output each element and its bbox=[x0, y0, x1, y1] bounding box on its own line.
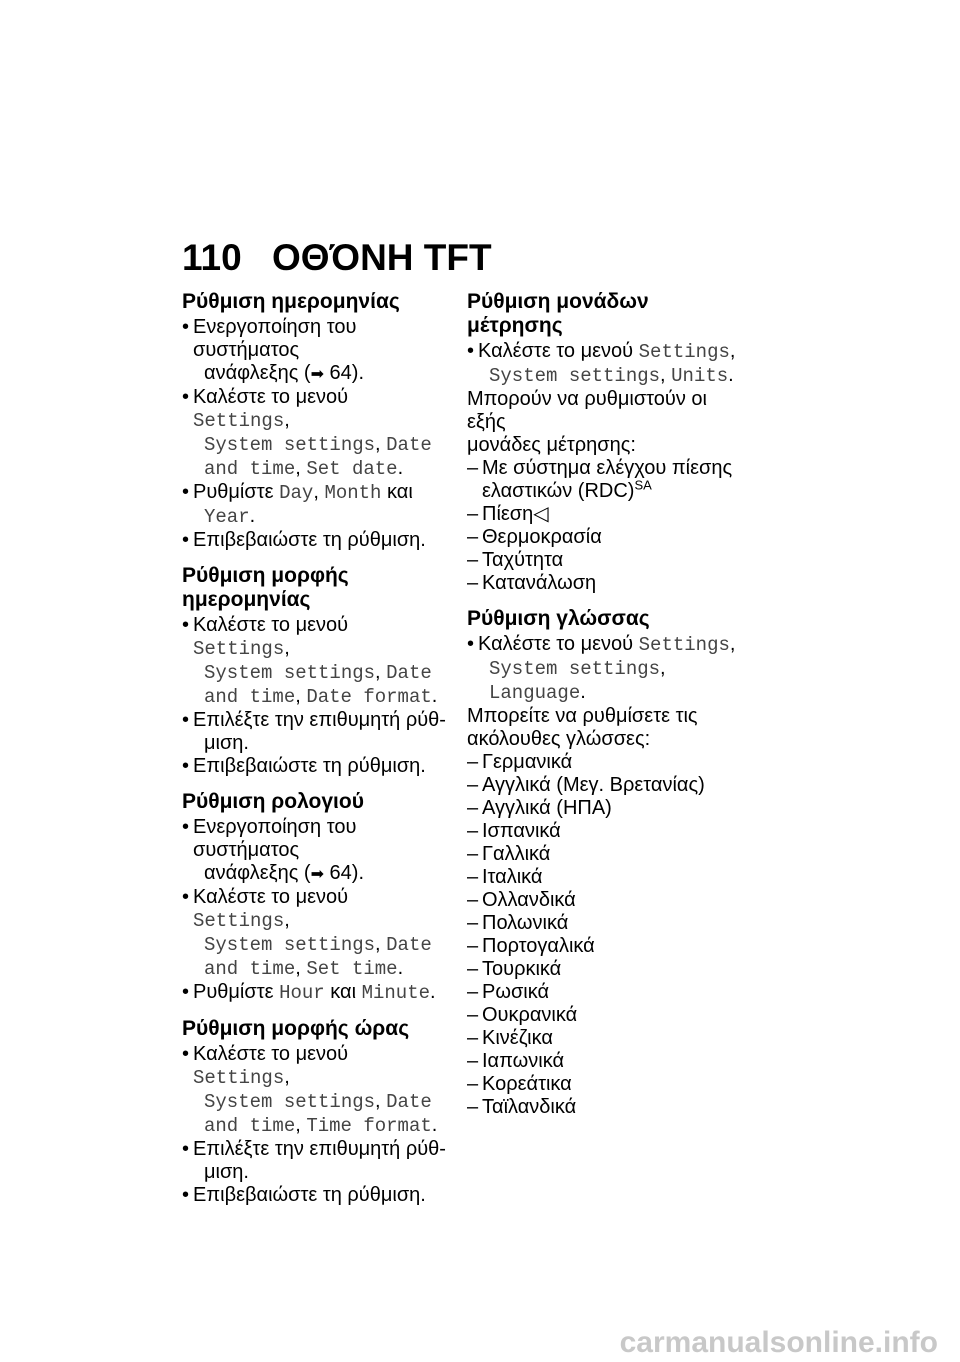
bullet: • bbox=[182, 614, 190, 636]
section-date-format bbox=[182, 564, 450, 778]
list-item: • Ρυθμίστε Hour και Minute. bbox=[182, 981, 436, 1004]
paragraph: Μπορείτε να ρυθμίσετε τις ακόλουθες γλώσσες: bbox=[467, 705, 698, 750]
bullet: • bbox=[467, 340, 475, 362]
list-item: • Επιβεβαιώστε τη ρύθμιση. bbox=[182, 529, 426, 551]
bullet: • bbox=[182, 481, 190, 503]
section-title-date-format: Ρύθμιση μορφής ημερομηνίας bbox=[182, 564, 349, 611]
bullet: • bbox=[182, 529, 190, 551]
language-item: – Πορτογαλικά bbox=[467, 935, 595, 957]
bullet: • bbox=[182, 1184, 190, 1206]
language-item: – Κορεάτικα bbox=[467, 1073, 572, 1095]
page-title: ΟΘΌΝΗ TFT bbox=[272, 237, 492, 278]
list-item: • Ρυθμίστε Day, Month και Year. bbox=[182, 481, 413, 528]
left-column bbox=[182, 290, 450, 1219]
section-language bbox=[467, 607, 747, 1119]
list-item: • Καλέστε το μενού Settings, System settings, Units. bbox=[467, 340, 736, 387]
section-title-time-format: Ρύθμιση μορφής ώρας bbox=[182, 1017, 410, 1040]
language-item: – Γαλλικά bbox=[467, 843, 551, 865]
bullet: • bbox=[182, 709, 190, 731]
section-time-format bbox=[182, 1017, 450, 1207]
section-clock bbox=[182, 790, 450, 1005]
list-item: • Επιβεβαιώστε τη ρύθμιση. bbox=[182, 755, 426, 777]
bullet: • bbox=[182, 316, 190, 338]
bullet: • bbox=[182, 1043, 190, 1065]
language-item: – Ρωσικά bbox=[467, 981, 550, 1003]
list-item: • Επιλέξτε την επιθυμητή ρύθ- μιση. bbox=[182, 709, 446, 754]
dash-item: – Πίεση◁ bbox=[467, 503, 549, 525]
list-item: • Καλέστε το μενού Settings, System settings, Date and time, Date format. bbox=[182, 614, 438, 708]
section-title-language: Ρύθμιση γλώσσας bbox=[467, 607, 650, 630]
language-item: – Πολωνικά bbox=[467, 912, 569, 934]
dash-item: – Κατανάλωση bbox=[467, 572, 597, 594]
section-units bbox=[467, 290, 747, 595]
dash-item: – Ταχύτητα bbox=[467, 549, 564, 571]
bullet: • bbox=[182, 1138, 190, 1160]
list-item: • Καλέστε το μενού Settings, System settings, Date and time, Set date. bbox=[182, 386, 432, 480]
language-item: – Κινέζικα bbox=[467, 1027, 553, 1049]
bullet: • bbox=[182, 816, 190, 838]
section-title-clock: Ρύθμιση ρολογιού bbox=[182, 790, 364, 813]
bullet: • bbox=[467, 633, 475, 655]
language-item: – Γερμανικά bbox=[467, 751, 573, 773]
list-item: • Ενεργοποίηση του συστήματος ανάφλεξης (➡ 64). bbox=[182, 316, 364, 384]
list-item: • Καλέστε το μενού Settings, System settings, Date and time, Set time. bbox=[182, 886, 432, 980]
language-item: – Ισπανικά bbox=[467, 820, 561, 842]
language-item: – Ιαπωνικά bbox=[467, 1050, 565, 1072]
section-title-units: Ρύθμιση μονάδων μέτρησης bbox=[467, 290, 649, 337]
arrow-icon: ➡ bbox=[310, 366, 324, 383]
page-header bbox=[182, 236, 492, 280]
page-number: 110 bbox=[182, 237, 242, 278]
section-title-date: Ρύθμιση ημερομηνίας bbox=[182, 290, 400, 313]
list-item: • Καλέστε το μενού Settings, System settings, Language. bbox=[467, 633, 736, 704]
bullet: • bbox=[182, 755, 190, 777]
arrow-icon: ➡ bbox=[310, 866, 324, 883]
list-item: • Επιβεβαιώστε τη ρύθμιση. bbox=[182, 1184, 426, 1206]
bullet: • bbox=[182, 386, 190, 408]
dash-item: – Θερμοκρασία bbox=[467, 526, 602, 548]
language-item: – Ιταλικά bbox=[467, 866, 543, 888]
right-column bbox=[467, 290, 747, 1131]
list-item: • Ενεργοποίηση του συστήματος ανάφλεξης (➡ 64). bbox=[182, 816, 364, 884]
paragraph: Μπορούν να ρυθμιστούν οι εξής μονάδες μέτρησης: bbox=[467, 388, 707, 456]
language-item: – Ολλανδικά bbox=[467, 889, 576, 911]
bullet: • bbox=[182, 981, 190, 1003]
language-item: – Ουκρανικά bbox=[467, 1004, 578, 1026]
language-item: – Αγγλικά (ΗΠΑ) bbox=[467, 797, 612, 819]
list-item: • Καλέστε το μενού Settings, System settings, Date and time, Time format. bbox=[182, 1043, 438, 1137]
bullet: • bbox=[182, 886, 190, 908]
section-date bbox=[182, 290, 450, 552]
language-item: – Τουρκικά bbox=[467, 958, 562, 980]
watermark: carmanualsonline.info bbox=[619, 1326, 938, 1359]
language-item: – Αγγλικά (Μεγ. Βρετανίας) bbox=[467, 774, 705, 796]
language-item: – Ταϊλανδικά bbox=[467, 1096, 577, 1118]
list-item: • Επιλέξτε την επιθυμητή ρύθ- μιση. bbox=[182, 1138, 446, 1183]
dash-item: – Με σύστημα ελέγχου πίεσης ελαστικών (RDC)$^{SA}$ bbox=[467, 457, 733, 502]
